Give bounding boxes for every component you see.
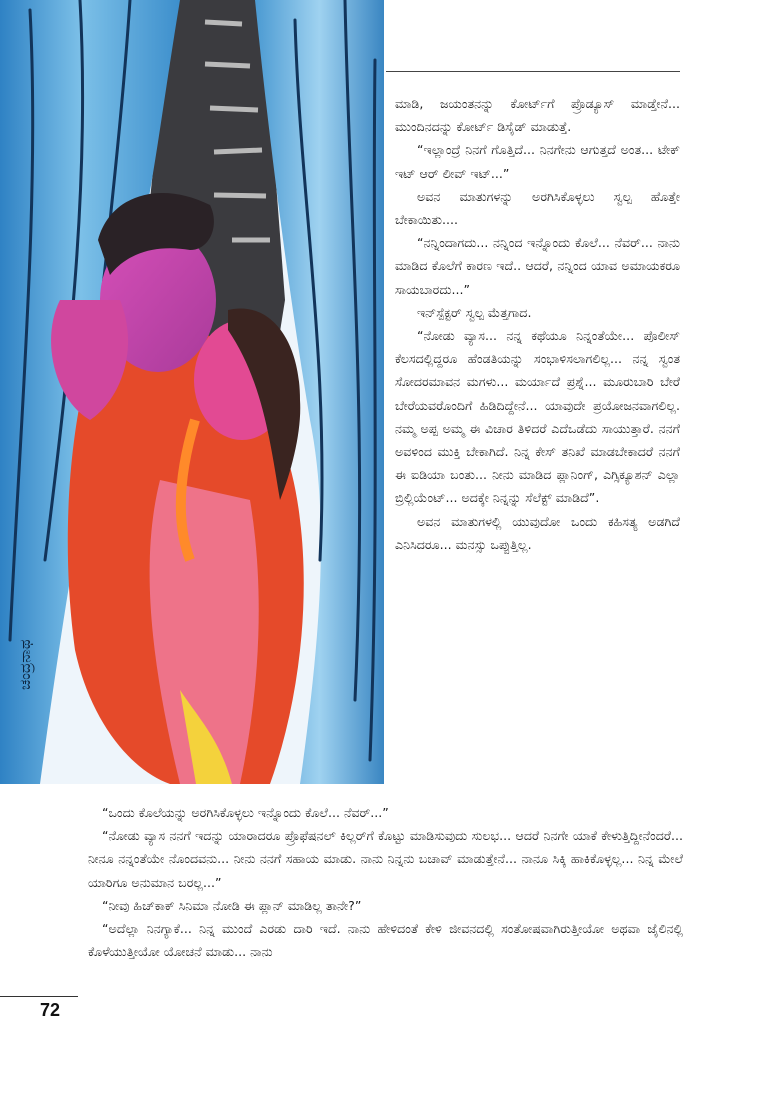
paragraph: “ನನ್ನಿಂದಾಗದು... ನನ್ನಿಂದ ಇನ್ನೊಂದು ಕೊಲೆ... ನೆವರ್... ನಾನು ಮಾಡಿದ ಕೊಲೆಗೆ ಕಾರಣ ಇದೆ.. ಆದರೆ, ನನ್ನಿಂದ ಯಾವ ಅಮಾಯಕರೂ ಸಾಯಬಾರದು...” (395, 235, 680, 297)
paragraph: ಮಾಡಿ, ಜಯಂತನನ್ನು ಕೋರ್ಟ್‌ಗೆ ಪ್ರೊಡ್ಯೂಸ್ ಮಾಡ್ತೇನೆ... ಮುಂದಿನದನ್ನು ಕೋರ್ಟ್ ಡಿಸೈಡ್ ಮಾಡುತ್ತೆ. (395, 96, 680, 135)
story-illustration (0, 0, 384, 784)
paragraph: ಅವನ ಮಾತುಗಳಲ್ಲಿ ಯುವುದೋ ಒಂದು ಕಹಿಸತ್ಯ ಅಡಗಿದೆ ಎನಿಸಿದರೂ... ಮನಸ್ಸು ಒಪ್ಪುತ್ತಿಲ್ಲ. (395, 513, 680, 552)
right-text-column (395, 92, 680, 556)
illustration-art (0, 0, 384, 784)
paragraph: “ಇಲ್ಲಾಂದ್ರೆ ನಿನಗೆ ಗೊತ್ತಿದೆ... ನಿನಗೇನು ಆಗುತ್ತದೆ ಅಂತ... ಟೇಕ್ ಇಟ್ ಆರ್ ಲೀವ್ ಇಟ್...” (395, 142, 680, 181)
artist-signature: ಚಂದ್ರನಾಥ (16, 639, 34, 690)
paragraph: “ನೋಡು ವ್ಯಾಸ... ನನ್ನ ಕಥೆಯೂ ನಿನ್ನಂತೆಯೇ... ಪೊಲೀಸ್ ಕೆಲಸದಲ್ಲಿದ್ದರೂ ಹೆಂಡತಿಯನ್ನು ಸಂಭಾಳಿಸಲಾಗಲಿಲ್ಲ... ನನ್ನ ಸ್ವಂತ ಸೋದರಮಾವನ ಮಗಳು... ಮರ್ಯಾದೆ ಪ್ರಶ್ನೆ... ಮೂರುಬಾರಿ ಬೇರೆ ಬೇರೆಯವರೊಂದಿಗೆ ಹಿಡಿದಿದ್ದೇನೆ... ಯಾವುದೇ ಪ್ರಯೋಜನವಾಗಲಿಲ್ಲ. ನಮ್ಮ ಅಪ್ಪ ಅಮ್ಮ ಈ ವಿಚಾರ ತಿಳಿದರೆ ಎದೆಒಡೆದು ಸಾಯುತ್ತಾರೆ. ನನಗೆ ಅವಳಿಂದ ಮುಕ್ತಿ ಬೇಕಾಗಿದೆ. ನಿನ್ನ ಕೇಸ್ ತನಿಖೆ ಮಾಡಬೇಕಾದರೆ ನನಗೆ ಈ ಐಡಿಯಾ ಬಂತು... ನೀನು ಮಾಡಿದ ಪ್ಲಾನಿಂಗ್, ಎಗ್ಸಿಕ್ಯೂಶನ್ ಎಲ್ಲಾ ಬ್ರಿಲ್ಲಿಯೆಂಟ್... ಅದಕ್ಕೇ ನಿನ್ನನ್ನು ಸೆಲೆಕ್ಟ್ ಮಾಡಿದೆ”. (395, 328, 680, 506)
paragraph: ಅವನ ಮಾತುಗಳನ್ನು ಅರಗಿಸಿಕೊಳ್ಳಲು ಸ್ವಲ್ಪ ಹೊತ್ತೇ ಬೇಕಾಯಿತು.... (395, 188, 680, 228)
paragraph: “ಒಂದು ಕೊಲೆಯನ್ನು ಅರಗಿಸಿಕೊಳ್ಳಲು ಇನ್ನೊಂದು ಕೊಲೆ... ನೆವರ್...” (102, 805, 389, 820)
page-number-rule (0, 996, 78, 997)
page-number: 72 (40, 1000, 61, 1020)
paragraph: ಇನ್‌ಸ್ಪೆಕ್ಟರ್ ಸ್ವಲ್ಪ ಮೆತ್ತಗಾದ. (417, 304, 532, 320)
paragraph: “ನೀವು ಹಿಚ್‌ಕಾಕ್ ಸಿನಿಮಾ ನೋಡಿ ಈ ಪ್ಲಾನ್ ಮಾಡಿಲ್ಲ ತಾನೇ?” (102, 897, 362, 913)
paragraph: “ನೋಡು ವ್ಯಾಸ ನನಗೆ ಇದನ್ನು ಯಾರಾದರೂ ಪ್ರೊಫೆಷನಲ್ ಕಿಲ್ಲರ್‌ಗೆ ಕೊಟ್ಟು ಮಾಡಿಸುವುದು ಸುಲಭ... ಆದರೆ ನಿನಗೇ ಯಾಕೆ ಕೇಳುತ್ತಿದ್ದೀನೆಂದರೆ... ನೀನೂ ನನ್ನಂತೆಯೇ ನೊಂದವನು... ನೀನು ನನಗೆ ಸಹಾಯ ಮಾಡು. ನಾನು ನಿನ್ನನು ಬಚಾವ್ ಮಾಡುತ್ತೇನೆ... ನಾನೂ ಸಿಕ್ಕಿ ಹಾಕಿಕೊಳ್ಳಲ್ಲ... ನಿನ್ನ ಮೇಲೆ ಯಾರಿಗೂ ಅನುಮಾನ ಬರಲ್ಲ...” (88, 828, 683, 890)
column-top-rule (386, 71, 680, 72)
paragraph: “ಅದೆಲ್ಲಾ ನಿನಗ್ಯಾಕೆ... ನಿನ್ನ ಮುಂದೆ ಎರಡು ದಾರಿ ಇದೆ. ನಾನು ಹೇಳಿದಂತೆ ಕೇಳಿ ಜೀವನದಲ್ಲಿ ಸಂತೋಷವಾಗಿರುತ್ತೀಯೋ ಅಥವಾ ಜೈಲಿನಲ್ಲಿ ಕೊಳೆಯುತ್ತೀಯೋ ಯೋಚನೆ ಮಾಡು... ನಾನು (88, 921, 683, 960)
full-width-text (88, 801, 683, 963)
